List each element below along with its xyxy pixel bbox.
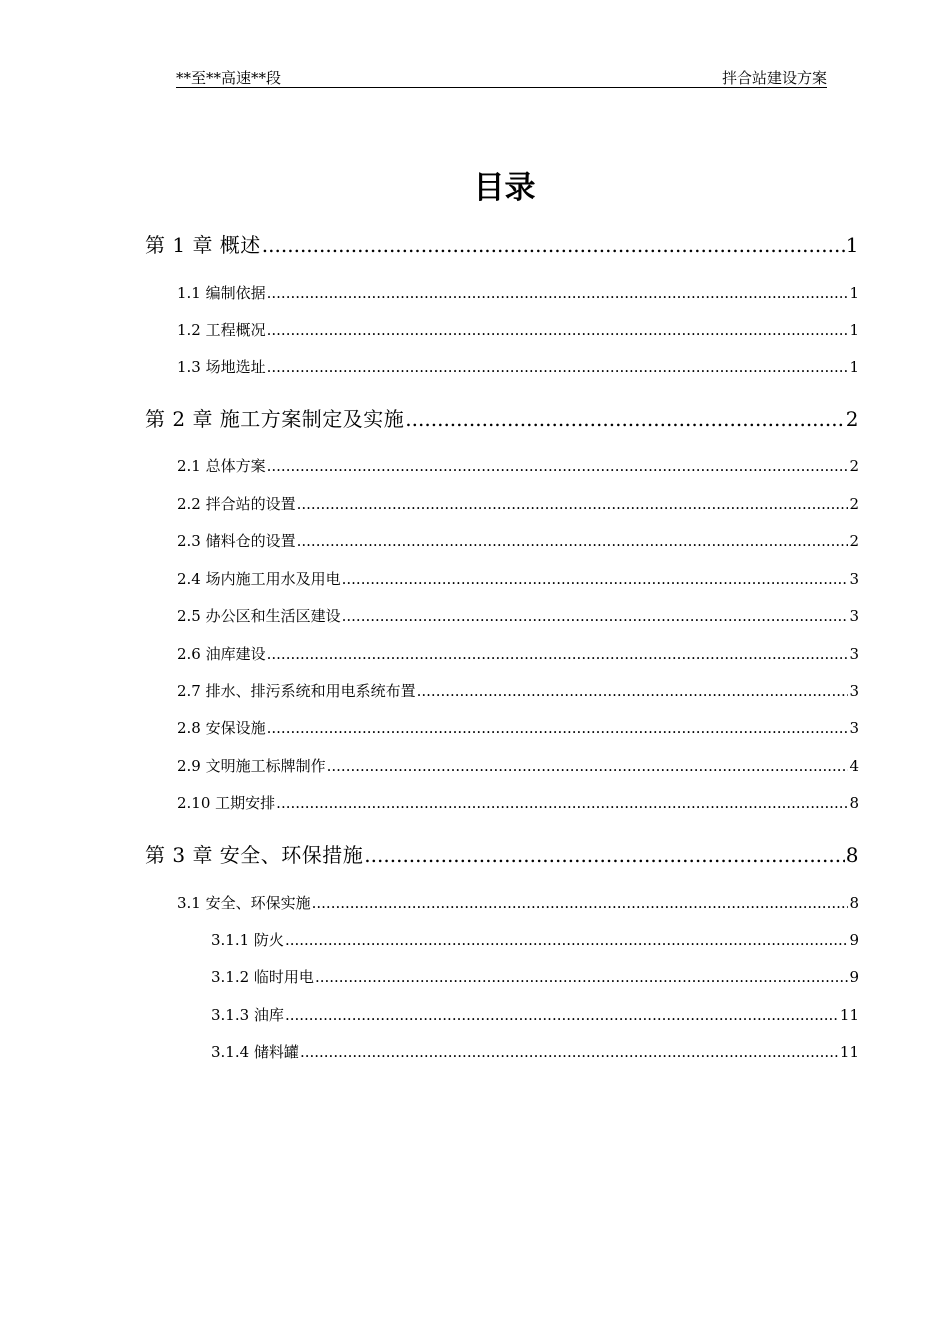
toc-subsection-entry[interactable] [211, 966, 859, 987]
toc-entry-page: 8 [849, 894, 859, 912]
toc-entry-page: 1 [849, 321, 859, 339]
toc-leader-dots [417, 682, 849, 700]
toc-entry-page: 3 [849, 719, 859, 737]
toc-section-entry[interactable] [177, 356, 859, 377]
toc-entry-label: 3.1 安全、环保实施 [177, 894, 311, 912]
toc-leader-dots [267, 457, 849, 475]
toc-entry-label: 2.1 总体方案 [177, 457, 266, 475]
toc-section-entry[interactable] [177, 755, 859, 776]
toc-entry-label: 1.1 编制依据 [177, 284, 266, 302]
toc-entry-label: 第 2 章 施工方案制定及实施 [145, 407, 405, 431]
header-right-text: 拌合站建设方案 [721, 69, 827, 87]
toc-entry-page: 11 [839, 1043, 859, 1061]
toc-chapter-entry[interactable] [145, 403, 859, 432]
toc-entry-page: 1 [849, 284, 859, 302]
toc-entry-page: 4 [849, 757, 859, 775]
toc-chapter-entry[interactable] [145, 229, 859, 258]
toc-entry-page: 3 [849, 682, 859, 700]
toc-entry-label: 2.6 油库建设 [177, 645, 266, 663]
toc-leader-dots [267, 645, 849, 663]
toc-leader-dots [267, 358, 849, 376]
toc-entry-label: 2.9 文明施工标牌制作 [177, 757, 326, 775]
toc-leader-dots [285, 931, 849, 949]
toc-section-entry[interactable] [177, 493, 859, 514]
toc-leader-dots [364, 843, 844, 867]
toc-section-entry[interactable] [177, 530, 859, 551]
toc-section-entry[interactable] [177, 717, 859, 738]
toc-entry-label: 1.2 工程概况 [177, 321, 266, 339]
toc-entry-label: 第 3 章 安全、环保措施 [145, 843, 364, 867]
toc-entry-label: 2.8 安保设施 [177, 719, 266, 737]
toc-leader-dots [300, 1043, 839, 1061]
toc-section-entry[interactable] [177, 568, 859, 589]
toc-entry-label: 2.2 拌合站的设置 [177, 495, 296, 513]
toc-section-entry[interactable] [177, 680, 859, 701]
toc-section-entry[interactable] [177, 792, 859, 813]
toc-leader-dots [262, 233, 845, 257]
toc-entry-page: 11 [839, 1006, 859, 1024]
toc-leader-dots [327, 757, 849, 775]
toc-entry-page: 1 [845, 233, 859, 257]
header-left-text: **至**高速**段 [176, 69, 282, 87]
toc-entry-label: 3.1.4 储料罐 [211, 1043, 299, 1061]
toc-leader-dots [285, 1006, 839, 1024]
toc-entry-page: 2 [849, 457, 859, 475]
page-title: 目录 [473, 170, 536, 206]
toc-leader-dots [342, 607, 849, 625]
toc-leader-dots [267, 321, 849, 339]
toc-entry-page: 1 [849, 358, 859, 376]
toc-entry-page: 2 [849, 495, 859, 513]
toc-subsection-entry[interactable] [211, 929, 859, 950]
toc-leader-dots [297, 495, 849, 513]
toc-section-entry[interactable] [177, 319, 859, 340]
toc-entry-page: 3 [849, 570, 859, 588]
toc-entry-page: 9 [849, 968, 859, 986]
toc-leader-dots [312, 894, 849, 912]
toc-entry-page: 8 [849, 794, 859, 812]
toc-leader-dots [315, 968, 849, 986]
toc-entry-page: 3 [849, 645, 859, 663]
page-header [176, 67, 827, 88]
toc-entry-page: 2 [845, 407, 859, 431]
toc-section-entry[interactable] [177, 892, 859, 913]
toc-entry-label: 2.4 场内施工用水及用电 [177, 570, 341, 588]
toc-entry-label: 3.1.3 油库 [211, 1006, 284, 1024]
toc-leader-dots [267, 284, 849, 302]
toc-leader-dots [342, 570, 849, 588]
toc-chapter-entry[interactable] [145, 839, 859, 868]
toc-entry-label: 2.5 办公区和生活区建设 [177, 607, 341, 625]
toc-section-entry[interactable] [177, 643, 859, 664]
toc-entry-label: 2.10 工期安排 [177, 794, 276, 812]
toc-entry-label: 2.7 排水、排污系统和用电系统布置 [177, 682, 416, 700]
toc-leader-dots [276, 794, 848, 812]
toc-leader-dots [267, 719, 849, 737]
toc-leader-dots [297, 532, 849, 550]
toc-entry-page: 3 [849, 607, 859, 625]
toc-subsection-entry[interactable] [211, 1004, 859, 1025]
toc-entry-label: 3.1.1 防火 [211, 931, 284, 949]
toc-entry-page: 8 [845, 843, 859, 867]
toc-section-entry[interactable] [177, 455, 859, 476]
toc-section-entry[interactable] [177, 605, 859, 626]
toc-entry-label: 2.3 储料仓的设置 [177, 532, 296, 550]
toc-entry-page: 2 [849, 532, 859, 550]
toc-entry-label: 3.1.2 临时用电 [211, 968, 314, 986]
toc-leader-dots [405, 407, 844, 431]
toc-section-entry[interactable] [177, 282, 859, 303]
toc-subsection-entry[interactable] [211, 1041, 859, 1062]
toc-entry-label: 1.3 场地选址 [177, 358, 266, 376]
toc-entry-page: 9 [849, 931, 859, 949]
toc-entry-label: 第 1 章 概述 [145, 233, 261, 257]
